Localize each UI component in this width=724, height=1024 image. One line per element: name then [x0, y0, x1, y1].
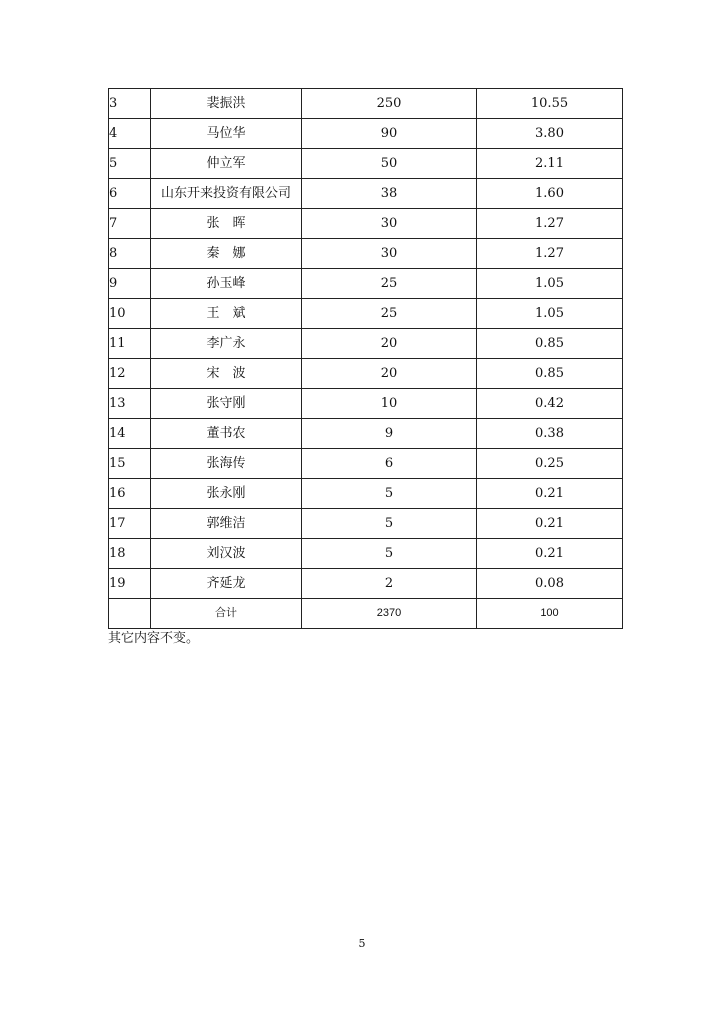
shareholder-name-cell: 王 斌 [151, 299, 302, 329]
share-percent-cell: 1.60 [477, 179, 623, 209]
row-number-cell: 10 [109, 299, 151, 329]
shareholder-name-cell: 郭维洁 [151, 509, 302, 539]
contribution-amount-cell: 5 [302, 539, 477, 569]
row-number-cell: 18 [109, 539, 151, 569]
contribution-amount-cell: 38 [302, 179, 477, 209]
contribution-amount-cell: 25 [302, 269, 477, 299]
table-row [109, 509, 623, 539]
table-row [109, 479, 623, 509]
share-percent-cell: 0.42 [477, 389, 623, 419]
table-row [109, 269, 623, 299]
share-percent-cell: 0.85 [477, 359, 623, 389]
contribution-amount-cell: 20 [302, 329, 477, 359]
shareholder-name-cell: 马位华 [151, 119, 302, 149]
contribution-amount-cell: 20 [302, 359, 477, 389]
row-number-cell: 12 [109, 359, 151, 389]
shareholder-name-cell: 齐延龙 [151, 569, 302, 599]
shareholder-table [108, 88, 623, 629]
table-row [109, 359, 623, 389]
share-percent-cell: 0.38 [477, 419, 623, 449]
share-percent-cell: 0.25 [477, 449, 623, 479]
shareholder-name-cell: 秦 娜 [151, 239, 302, 269]
contribution-amount-cell: 5 [302, 479, 477, 509]
contribution-amount-cell: 250 [302, 89, 477, 119]
row-number-cell: 11 [109, 329, 151, 359]
row-number-cell: 19 [109, 569, 151, 599]
table-row [109, 389, 623, 419]
table-row [109, 149, 623, 179]
table-body [109, 89, 623, 629]
contribution-amount-cell: 5 [302, 509, 477, 539]
share-percent-cell: 1.27 [477, 209, 623, 239]
share-percent-cell: 3.80 [477, 119, 623, 149]
contribution-amount-cell: 25 [302, 299, 477, 329]
share-percent-cell: 0.21 [477, 479, 623, 509]
share-percent-cell: 0.85 [477, 329, 623, 359]
shareholder-name-cell: 宋 波 [151, 359, 302, 389]
table-row [109, 539, 623, 569]
contribution-amount-cell: 30 [302, 209, 477, 239]
table-row [109, 449, 623, 479]
row-number-cell: 4 [109, 119, 151, 149]
contribution-amount-cell: 6 [302, 449, 477, 479]
share-percent-cell: 0.21 [477, 509, 623, 539]
contribution-amount-cell: 2 [302, 569, 477, 599]
share-percent-cell: 2.11 [477, 149, 623, 179]
total-label-cell: 合计 [151, 599, 302, 629]
table-row [109, 569, 623, 599]
share-percent-cell: 1.05 [477, 299, 623, 329]
table-row [109, 299, 623, 329]
total-row [109, 599, 623, 629]
row-number-cell: 9 [109, 269, 151, 299]
shareholder-name-cell: 裴振洪 [151, 89, 302, 119]
row-number-cell: 17 [109, 509, 151, 539]
shareholder-name-cell: 山东开来投资有限公司 [151, 179, 302, 209]
row-number-cell: 16 [109, 479, 151, 509]
note-text: 其它内容不变。 [108, 631, 200, 646]
share-percent-cell: 0.21 [477, 539, 623, 569]
shareholder-name-cell: 张守刚 [151, 389, 302, 419]
share-percent-cell: 0.08 [477, 569, 623, 599]
table-row [109, 419, 623, 449]
shareholder-name-cell: 仲立军 [151, 149, 302, 179]
row-number-cell: 6 [109, 179, 151, 209]
row-number-cell: 15 [109, 449, 151, 479]
contribution-amount-cell: 10 [302, 389, 477, 419]
total-percent-cell: 100 [477, 599, 623, 629]
shareholder-name-cell: 孙玉峰 [151, 269, 302, 299]
total-number-cell [109, 599, 151, 629]
shareholder-name-cell: 张永刚 [151, 479, 302, 509]
row-number-cell: 7 [109, 209, 151, 239]
contribution-amount-cell: 30 [302, 239, 477, 269]
row-number-cell: 14 [109, 419, 151, 449]
page-number: 5 [358, 937, 366, 950]
shareholder-name-cell: 董书农 [151, 419, 302, 449]
shareholder-name-cell: 张海传 [151, 449, 302, 479]
shareholder-name-cell: 刘汉波 [151, 539, 302, 569]
row-number-cell: 5 [109, 149, 151, 179]
row-number-cell: 13 [109, 389, 151, 419]
row-number-cell: 3 [109, 89, 151, 119]
table-row [109, 179, 623, 209]
table-row [109, 89, 623, 119]
total-amount-cell: 2370 [302, 599, 477, 629]
contribution-amount-cell: 50 [302, 149, 477, 179]
share-percent-cell: 1.27 [477, 239, 623, 269]
shareholder-name-cell: 张 晖 [151, 209, 302, 239]
row-number-cell: 8 [109, 239, 151, 269]
contribution-amount-cell: 9 [302, 419, 477, 449]
shareholder-name-cell: 李广永 [151, 329, 302, 359]
share-percent-cell: 1.05 [477, 269, 623, 299]
contribution-amount-cell: 90 [302, 119, 477, 149]
table-row [109, 119, 623, 149]
table-row [109, 329, 623, 359]
share-percent-cell: 10.55 [477, 89, 623, 119]
table-row [109, 239, 623, 269]
table-row [109, 209, 623, 239]
